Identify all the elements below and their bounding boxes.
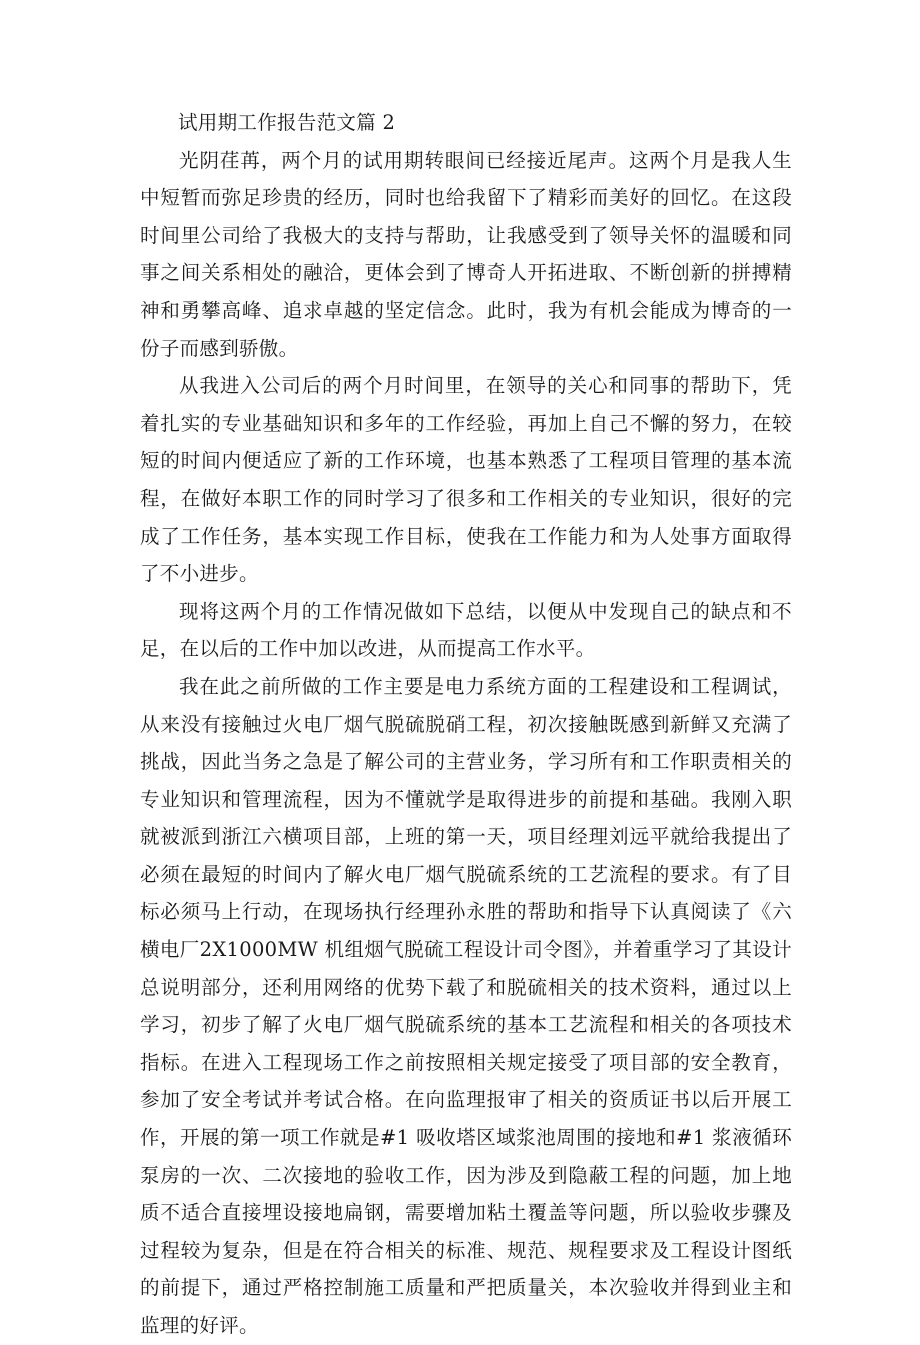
- document-title: 试用期工作报告范文篇 2: [178, 111, 396, 134]
- paragraph-1: 光阴荏苒，两个月的试用期转眼间已经接近尾声。这两个月是我人生中短暂而弥足珍贵的经历，同时也给我留下了精彩而美好的回忆。在这段时间里公司给了我极大的支持与帮助，让我感受到了领导关怀的温暖和同事之间关系相处的融洽，更体会到了博奇人开拓进取、不断创新的拼搏精神和勇攀高峰、追求卓越的坚定信念。此时，我为有机会能成为博奇的一份子而感到骄傲。: [140, 148, 792, 360]
- paragraph-2: 从我进入公司后的两个月时间里，在领导的关心和同事的帮助下，凭着扎实的专业基础知识和多年的工作经验，再加上自己不懈的努力，在较短的时间内便适应了新的工作环境，也基本熟悉了工程项目管理的基本流程，在做好本职工作的同时学习了很多和工作相关的专业知识，很好的完成了工作任务，基本实现工作目标，使我在工作能力和为人处事方面取得了不小进步。: [140, 374, 792, 586]
- paragraph-3: 现将这两个月的工作情况做如下总结，以便从中发现自己的缺点和不足，在以后的工作中加以改进，从而提高工作水平。: [140, 599, 792, 661]
- document-body: [140, 104, 792, 1345]
- paragraph-4: 我在此之前所做的工作主要是电力系统方面的工程建设和工程调试，从来没有接触过火电厂烟气脱硫脱硝工程，初次接触既感到新鲜又充满了挑战，因此当务之急是了解公司的主营业务，学习所有和工作职责相关的专业知识和管理流程，因为不懂就学是取得进步的前提和基础。我刚入职就被派到浙江六横项目部，上班的第一天，项目经理刘远平就给我提出了必须在最短的时间内了解火电厂烟气脱硫系统的工艺流程的要求。有了目标必须马上行动，在现场执行经理孙永胜的帮助和指导下认真阅读了《六横电厂2X1000MW 机组烟气脱硫工程设计司令图》，并着重学习了其设计总说明部分，还利用网络的优势下载了和脱硫相关的技术资料，通过以上学习，初步了解了火电厂烟气脱硫系统的基本工艺流程和相关的各项技术指标。在进入工程现场工作之前按照相关规定接受了项目部的安全教育，参加了安全考试并考试合格。在向监理报审了相关的资质证书以后开展工作，开展的第一项工作就是#1 吸收塔区域浆池周围的接地和#1 浆液循环泵房的一次、二次接地的验收工作，因为涉及到隐蔽工程的问题，加上地质不适合直接埋设接地扁钢，需要增加粘土覆盖等问题，所以验收步骤及过程较为复杂，但是在符合相关的标准、规范、规程要求及工程设计图纸的前提下，通过严格控制施工质量和严把质量关，本次验收并得到业主和监理的好评。: [140, 674, 792, 1337]
